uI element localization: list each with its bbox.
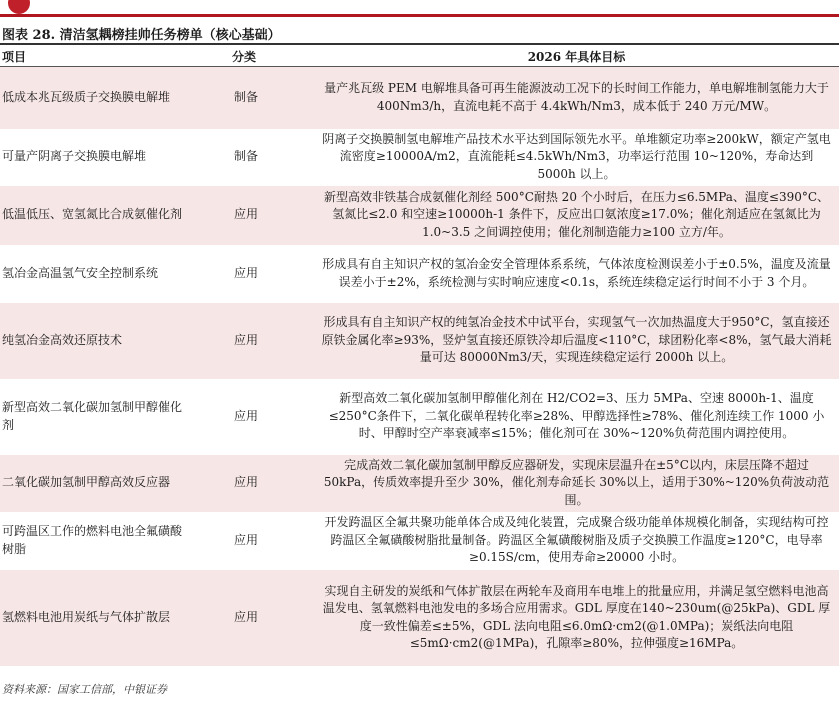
logo-icon	[8, 0, 30, 14]
row-goal: 新型高效非铁基合成氨催化剂经 500°C耐热 20 个小时后，在压力≤6.5MPa、温度≤390°C、氢氮比≤2.0 和空速≥10000h-1 条件下，反应出口氨浓度≥17.0%；催化剂适应在氢氮比为 1.0~3.5 之间调控使用；催化剂制造能力≥100 立方/年。	[314, 186, 839, 245]
row-item: 低成本兆瓦级质子交换膜电解堆	[0, 67, 232, 129]
header-category: 分类	[232, 46, 314, 67]
table-header-row	[0, 46, 839, 67]
table-row	[0, 379, 839, 455]
table-row	[0, 67, 839, 129]
row-item: 氢燃料电池用炭纸与气体扩散层	[0, 570, 232, 666]
row-category: 制备	[232, 67, 314, 129]
table-row	[0, 570, 839, 666]
header-goal: 2026 年具体目标	[314, 46, 839, 67]
row-item: 新型高效二氧化碳加氢制甲醇催化剂	[2, 400, 183, 432]
figure-title: 图表 28. 清洁氢耦榜挂帅任务榜单（核心基础）	[2, 28, 281, 43]
row-category: 应用	[234, 532, 259, 547]
row-category: 应用	[234, 408, 259, 423]
row-category: 应用	[232, 570, 314, 666]
header-item: 项目	[0, 46, 232, 67]
row-category: 应用	[232, 303, 314, 379]
header-rule	[0, 14, 839, 17]
row-item: 低温低压、宽氢氮比合成氨催化剂	[0, 186, 232, 245]
table-row	[0, 455, 839, 512]
row-category: 制备	[234, 149, 259, 164]
row-goal: 完成高效二氧化碳加氢制甲醇反应器研发，实现床层温升在±5°C以内，床层压降不超过 50kPa，传质效率提升至少 30%，催化剂寿命延长 30%以上，适用于30%~120%负荷波动范围。	[314, 455, 839, 512]
table-row	[0, 512, 839, 570]
row-goal: 形成具有自主知识产权的纯氢冶金技术中试平台，实现氢气一次加热温度大于950°C，氢直接还原铁金属化率≥93%，竖炉氢直接还原铁冷却后温度<110°C，球团粉化率<8%，氢气最大消耗量可达 80000Nm3/天，实现连续稳定运行 2000h 以上。	[314, 303, 839, 379]
row-goal: 形成具有自主知识产权的氢冶金安全管理体系系统，气体浓度检测误差小于±0.5%，温度及流量误差小于±2%，系统检测与实时响应速度<0.1s，系统连续稳定运行时间不小于 3 个月。	[322, 257, 831, 289]
row-item: 可跨温区工作的燃料电池全氟磺酸树脂	[2, 524, 183, 556]
row-goal: 量产兆瓦级 PEM 电解堆具备可再生能源波动工况下的长时间工作能力，单电解堆制氢能力大于 400Nm3/h，直流电耗不高于 4.4kWh/Nm3，成本低于 240 万元/MW。	[314, 67, 839, 129]
row-item: 氢冶金高温氢气安全控制系统	[2, 265, 159, 280]
row-goal: 实现自主研发的炭纸和气体扩散层在两轮车及商用车电堆上的批量应用，并满足氢空燃料电池高温发电、氢氧燃料电池发电的多场合应用需求。GDL 厚度在140~230um(@25kPa)、GDL 厚度一致性偏差≤±5%，GDL 法向电阻≤6.0mΩ·cm2(@1.0MPa)；炭纸法向电阻≤5mΩ·cm2(@1MPa)，孔隙率≥80%，拉伸强度≥16MPa。	[314, 570, 839, 666]
header-bar	[0, 0, 839, 20]
row-goal: 阴离子交换膜制氢电解堆产品技术水平达到国际领先水平。单堆额定功率≥200kW，额定产氢电流密度≥10000A/m2，直流能耗≤4.5kWh/Nm3，功率运行范围 10~120%，寿命达到 5000h 以上。	[322, 131, 831, 181]
table-row	[0, 303, 839, 379]
row-goal: 新型高效二氧化碳加氢制甲醇催化剂在 H2/CO2=3、压力 5MPa、空速 8000h-1、温度≤250°C条件下，二氧化碳单程转化率≥28%、甲醇选择性≥78%、催化剂连续工作 1000 小时、甲醇时空产率衰减率≤15%；催化剂可在 30%~120%负荷范围内调控使用。	[328, 391, 825, 441]
table-row	[0, 245, 839, 303]
row-goal: 开发跨温区全氟共聚功能单体合成及纯化装置，完成聚合级功能单体规模化制备，实现结构可控跨温区全氟磺酸树脂批量制备。跨温区全氟磺酸树脂及质子交换膜工作温度≥120°C，电导率≥0.15S/cm，使用寿命≥20000 小时。	[324, 515, 829, 565]
row-item: 可量产阴离子交换膜电解堆	[2, 149, 147, 164]
table-row	[0, 186, 839, 245]
table-row	[0, 129, 839, 186]
title-divider	[0, 43, 839, 45]
source-note: 资料来源：国家工信部，中银证券	[2, 683, 167, 696]
row-item: 纯氢冶金高效还原技术	[0, 303, 232, 379]
row-category: 应用	[232, 186, 314, 245]
row-item: 二氧化碳加氢制甲醇高效反应器	[0, 455, 232, 512]
task-table	[0, 46, 839, 666]
row-category: 应用	[232, 455, 314, 512]
row-category: 应用	[234, 265, 259, 280]
